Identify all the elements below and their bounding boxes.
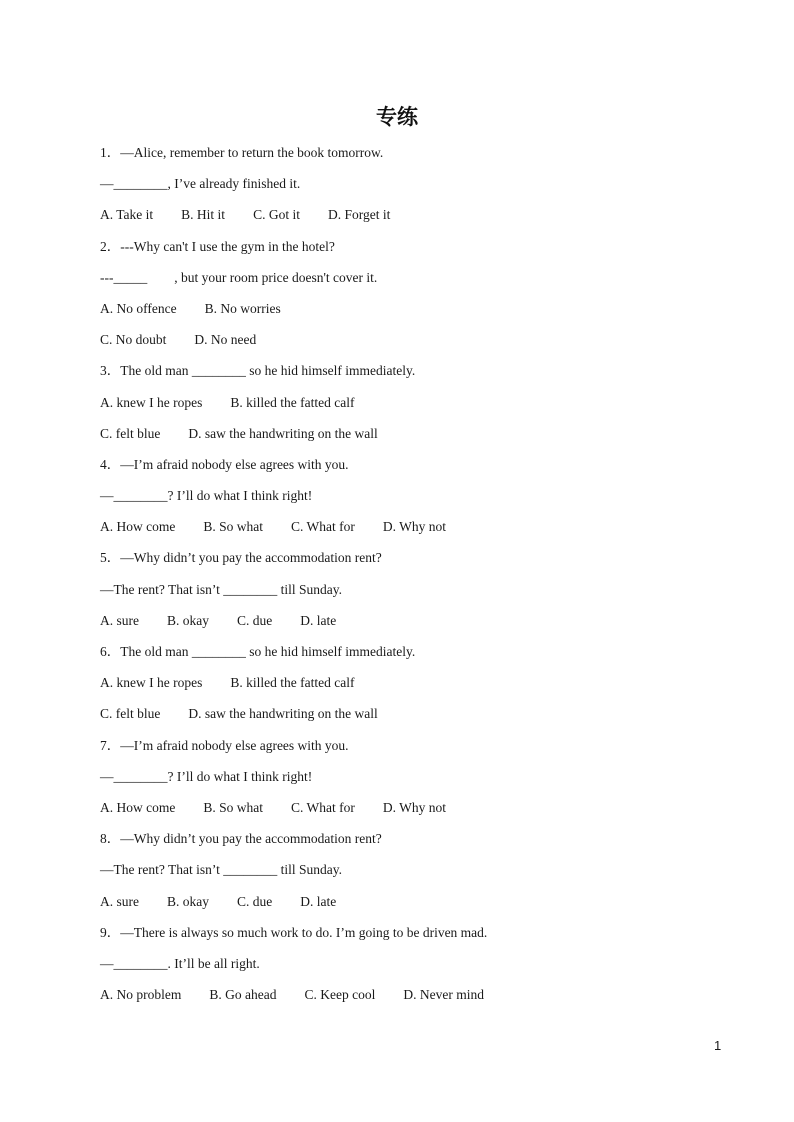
options-row	[100, 704, 740, 735]
answer-option: A. How come	[100, 799, 176, 815]
question-9	[100, 923, 740, 1017]
answer-option: B. killed the fatted calf	[230, 394, 355, 410]
answer-option: D. late	[300, 612, 337, 628]
page-number: 1	[714, 1038, 722, 1053]
question-list	[100, 143, 740, 1016]
answer-option: B. okay	[167, 893, 209, 909]
answer-option: C. felt blue	[100, 706, 161, 722]
question-5	[100, 548, 740, 642]
answer-option: A. knew I he ropes	[100, 394, 203, 410]
answer-option: D. No need	[194, 332, 257, 348]
question-response: —The rent? That isn’t ________ till Sunday.	[100, 581, 342, 597]
answer-option: A. How come	[100, 519, 176, 535]
question-stem: 4．—I’m afraid nobody else agrees with you.	[100, 456, 349, 472]
options-row	[100, 517, 740, 548]
question-stem: 8．—Why didn’t you pay the accommodation rent?	[100, 831, 382, 847]
question-response: —________. It’ll be all right.	[100, 955, 260, 971]
answer-option: B. So what	[203, 799, 263, 815]
question-stem: 1．—Alice, remember to return the book tomorrow.	[100, 145, 384, 160]
answer-option: C. due	[237, 893, 273, 909]
page-title: 专练	[376, 105, 418, 129]
options-row	[100, 330, 740, 361]
answer-option: B. Hit it	[181, 207, 226, 223]
question-8	[100, 829, 740, 923]
options-row	[100, 393, 740, 424]
question-response: —________, I’ve already finished it.	[100, 176, 301, 192]
answer-option: B. okay	[167, 612, 209, 628]
options-row	[100, 673, 740, 704]
question-1	[100, 143, 740, 237]
answer-option: C. What for	[291, 519, 355, 535]
answer-option: D. late	[300, 893, 337, 909]
answer-option: A. sure	[100, 612, 139, 628]
answer-option: D. Why not	[382, 799, 446, 815]
question-stem: 7．—I’m afraid nobody else agrees with you.	[100, 737, 349, 753]
options-row	[100, 798, 740, 829]
answer-option: C. Got it	[253, 207, 300, 223]
answer-option: B. killed the fatted calf	[230, 675, 355, 691]
question-stem: 5．—Why didn’t you pay the accommodation rent?	[100, 550, 382, 566]
answer-option: D. Never mind	[403, 987, 484, 1003]
options-row	[100, 424, 740, 455]
options-row	[100, 299, 740, 330]
answer-option: B. Go ahead	[209, 987, 277, 1003]
question-stem: 6．The old man ________ so he hid himself immediately.	[100, 644, 416, 659]
answer-option: B. So what	[203, 519, 263, 535]
question-stem: 3．The old man ________ so he hid himself immediately.	[100, 363, 416, 379]
answer-option: C. due	[237, 612, 273, 628]
answer-option: A. No problem	[100, 987, 182, 1003]
question-7	[100, 736, 740, 830]
options-row	[100, 611, 740, 642]
answer-option: D. Forget it	[327, 207, 391, 223]
answer-option: D. saw the handwriting on the wall	[188, 425, 378, 441]
answer-option: D. saw the handwriting on the wall	[188, 706, 378, 722]
question-response: ---_____ , but your room price doesn't cover it.	[100, 269, 378, 285]
question-2	[100, 237, 740, 362]
question-3	[100, 361, 740, 455]
answer-option: B. No worries	[204, 300, 281, 316]
question-response: —________? I’ll do what I think right!	[100, 768, 313, 784]
answer-option: C. What for	[291, 799, 355, 815]
answer-option: A. knew I he ropes	[100, 675, 203, 691]
answer-option: A. Take it	[100, 207, 154, 223]
answer-option: D. Why not	[382, 519, 446, 535]
question-stem: 9．—There is always so much work to do. I’m going to be driven mad.	[100, 924, 488, 940]
options-row	[100, 892, 740, 923]
question-response: —The rent? That isn’t ________ till Sunday.	[100, 862, 342, 878]
question-response: —________? I’ll do what I think right!	[100, 488, 313, 504]
answer-option: A. No offence	[100, 300, 177, 316]
answer-option: C. No doubt	[100, 332, 167, 348]
answer-option: C. Keep cool	[304, 987, 376, 1003]
answer-option: C. felt blue	[100, 425, 161, 441]
question-stem: 2．---Why can't I use the gym in the hotel?	[100, 238, 335, 254]
answer-option: A. sure	[100, 893, 139, 909]
options-row	[100, 205, 740, 236]
question-6	[100, 642, 740, 736]
question-4	[100, 455, 740, 549]
options-row	[100, 985, 740, 1016]
